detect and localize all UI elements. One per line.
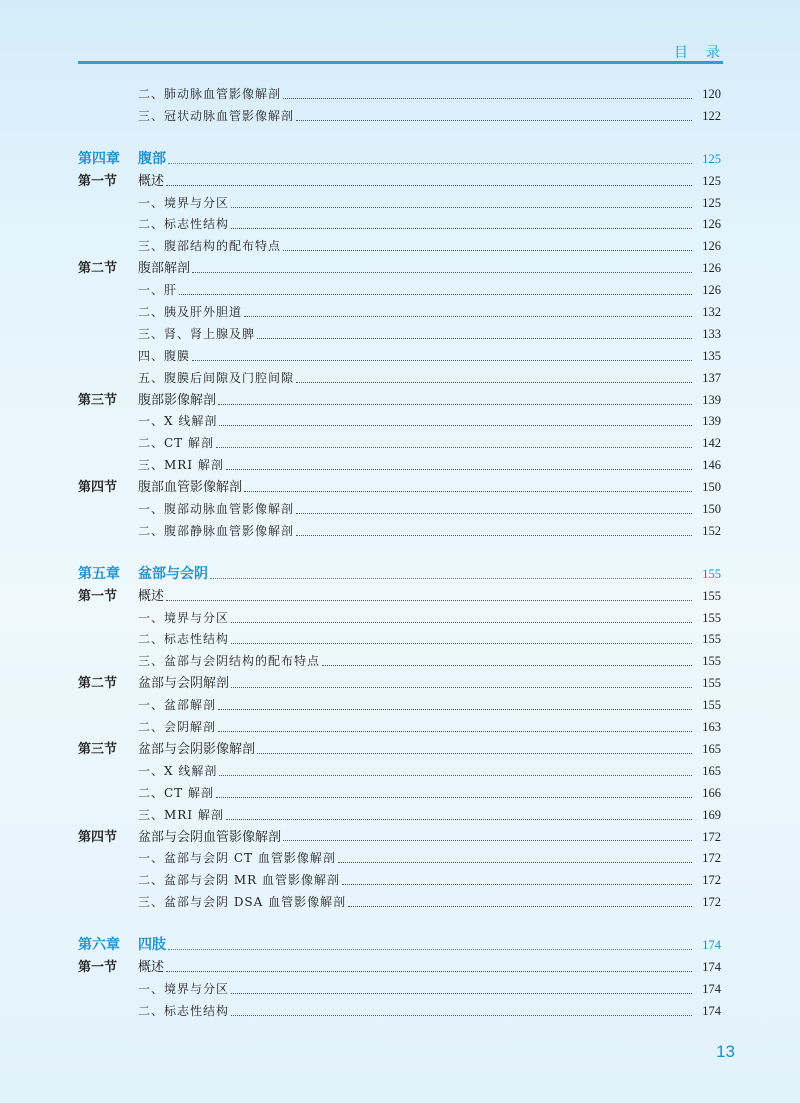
toc-item-row[interactable] (78, 761, 721, 783)
dot-leader (244, 315, 692, 317)
toc-entry-page: 155 (702, 654, 721, 669)
toc-entry-page: 163 (702, 720, 721, 735)
toc-entry-label (138, 805, 224, 827)
dot-leader (192, 359, 692, 361)
toc-entry-page: 122 (702, 108, 721, 123)
toc-entry-page: 132 (702, 305, 721, 320)
toc-entry-label (78, 935, 166, 957)
toc-entry-label (78, 564, 208, 586)
toc-entry-title: 二、CT 解剖 (138, 436, 215, 451)
toc-item-row[interactable] (78, 521, 721, 543)
toc-entry-title: 二、盆部与会阴 MR 血管影像解剖 (138, 873, 340, 888)
toc-entry-page: 169 (702, 807, 721, 822)
toc-entry-page: 155 (702, 566, 721, 581)
dot-leader (218, 403, 692, 405)
toc-entry-label (138, 455, 224, 477)
toc-item-row[interactable] (78, 783, 721, 805)
table-of-contents (78, 84, 721, 1023)
toc-entry-page: 155 (702, 676, 721, 691)
toc-entry-label (138, 695, 216, 717)
toc-entry-label (78, 149, 166, 171)
toc-entry-title: 一、X 线解剖 (138, 763, 218, 778)
toc-entry-page: 165 (702, 741, 721, 756)
dot-leader (166, 184, 692, 186)
toc-item-row[interactable] (78, 1001, 721, 1023)
dot-leader (283, 97, 692, 99)
toc-entry-label (138, 214, 229, 236)
toc-entry-title: 二、标志性结构 (138, 632, 230, 647)
toc-entry-page: 172 (702, 895, 721, 910)
toc-entry-label (138, 411, 217, 433)
toc-item-row[interactable] (78, 870, 721, 892)
toc-chapter-row[interactable] (78, 149, 721, 171)
dot-leader (257, 752, 692, 754)
dot-leader (210, 577, 692, 579)
dot-leader (219, 774, 692, 776)
toc-entry-label (138, 280, 177, 302)
toc-entry-title: 腹部 (138, 150, 166, 167)
toc-entry-page: 125 (702, 195, 721, 210)
toc-entry-title: 二、胰及肝外胆道 (138, 305, 243, 320)
toc-entry-page: 135 (702, 348, 721, 363)
toc-entry-page: 166 (702, 785, 721, 800)
toc-entry-title: 盆部与会阴血管影像解剖 (138, 829, 282, 845)
toc-entry-title: 腹部解剖 (138, 261, 191, 277)
dot-leader (342, 883, 692, 885)
toc-entry-page: 126 (702, 217, 721, 232)
dot-leader (219, 424, 692, 426)
toc-entry-label (78, 586, 164, 608)
toc-entry-page: 125 (702, 151, 721, 166)
toc-entry-label (138, 717, 216, 739)
toc-entry-number: 第四节 (78, 829, 118, 845)
dot-leader (218, 730, 692, 732)
toc-entry-title: 腹部血管影像解剖 (138, 480, 243, 496)
toc-entry-label (138, 193, 229, 215)
toc-entry-title: 腹部影像解剖 (138, 392, 217, 408)
toc-entry-page: 152 (702, 523, 721, 538)
toc-entry-label (138, 499, 294, 521)
toc-entry-title: 三、盆部与会阴结构的配布特点 (138, 654, 321, 669)
dot-leader (231, 206, 692, 208)
toc-entry-label (138, 346, 190, 368)
toc-section-row[interactable] (78, 673, 721, 695)
dot-leader (216, 796, 692, 798)
toc-entry-label (78, 673, 229, 695)
page-number: 13 (716, 1042, 735, 1061)
toc-entry-title: 一、X 线解剖 (138, 414, 218, 429)
toc-entry-title: 盆部与会阴影像解剖 (138, 741, 256, 757)
toc-entry-page: 126 (702, 283, 721, 298)
toc-section-row[interactable] (78, 827, 721, 849)
toc-item-row[interactable] (78, 499, 721, 521)
toc-entry-title: 二、标志性结构 (138, 217, 230, 232)
toc-entry-number: 第一节 (78, 588, 118, 604)
toc-item-row[interactable] (78, 302, 721, 324)
toc-entry-label (138, 368, 294, 390)
toc-entry-number: 第二节 (78, 261, 118, 277)
toc-entry-page: 150 (702, 480, 721, 495)
toc-entry-title: 一、肝 (138, 283, 178, 298)
toc-entry-page: 142 (702, 436, 721, 451)
toc-entry-title: 概述 (138, 959, 165, 975)
toc-entry-label (78, 171, 164, 193)
toc-entry-title: 二、腹部静脉血管影像解剖 (138, 523, 295, 538)
toc-entry-label (78, 477, 242, 499)
dot-leader (192, 271, 692, 273)
toc-entry-label (138, 84, 281, 106)
toc-entry-number: 第一节 (78, 173, 118, 189)
dot-leader (216, 446, 692, 448)
toc-item-row[interactable] (78, 193, 721, 215)
toc-entry-label (138, 979, 229, 1001)
toc-entry-title: 三、肾、肾上腺及脾 (138, 326, 256, 341)
toc-entry-title: 二、CT 解剖 (138, 785, 215, 800)
toc-section-row[interactable] (78, 586, 721, 608)
dot-leader (296, 119, 692, 121)
toc-item-row[interactable] (78, 433, 721, 455)
toc-entry-title: 三、盆部与会阴 DSA 血管影像解剖 (138, 895, 347, 910)
toc-entry-page: 139 (702, 392, 721, 407)
dot-leader (296, 534, 692, 536)
toc-section-row[interactable] (78, 390, 721, 412)
toc-entry-title: 一、境界与分区 (138, 981, 230, 996)
toc-entry-title: 四、腹膜 (138, 348, 191, 363)
toc-entry-title: 二、肺动脉血管影像解剖 (138, 87, 282, 101)
toc-chapter-row[interactable] (78, 935, 721, 957)
toc-entry-title: 五、腹膜后间隙及门腔间隙 (138, 370, 295, 385)
toc-entry-page: 172 (702, 829, 721, 844)
toc-item-row[interactable] (78, 411, 721, 433)
toc-entry-title: 概述 (138, 173, 165, 189)
dot-leader (231, 992, 692, 994)
header-rule (78, 61, 723, 64)
dot-leader (231, 642, 692, 644)
dot-leader (226, 468, 692, 470)
toc-entry-page: 174 (702, 938, 721, 953)
toc-entry-number: 第六章 (78, 937, 120, 954)
toc-entry-page: 133 (702, 326, 721, 341)
dot-leader (231, 686, 692, 688)
toc-entry-page: 165 (702, 763, 721, 778)
dot-leader (231, 227, 692, 229)
toc-entry-title: 一、境界与分区 (138, 610, 230, 625)
toc-entry-page: 172 (702, 873, 721, 888)
dot-leader (168, 162, 692, 164)
toc-item-row[interactable] (78, 629, 721, 651)
toc-entry-label (138, 302, 242, 324)
toc-entry-page: 172 (702, 851, 721, 866)
toc-entry-page: 150 (702, 502, 721, 517)
toc-section-row[interactable] (78, 171, 721, 193)
toc-section-row[interactable] (78, 477, 721, 499)
toc-entry-page: 174 (702, 981, 721, 996)
toc-entry-number: 第四节 (78, 480, 118, 496)
dot-leader (338, 861, 692, 863)
toc-item-row[interactable] (78, 346, 721, 368)
toc-entry-label (138, 521, 294, 543)
toc-entry-title: 一、境界与分区 (138, 195, 230, 210)
dot-leader (283, 839, 692, 841)
toc-entry-page: 174 (702, 1003, 721, 1018)
toc-entry-label (138, 651, 320, 673)
toc-item-row[interactable] (78, 455, 721, 477)
dot-leader (166, 599, 692, 601)
toc-entry-number: 第五章 (78, 565, 120, 582)
toc-item-row[interactable] (78, 892, 721, 914)
toc-entry-number: 第一节 (78, 959, 118, 975)
toc-item-row[interactable] (78, 280, 721, 302)
toc-item-row[interactable] (78, 651, 721, 673)
dot-leader (348, 905, 692, 907)
dot-leader (244, 490, 692, 492)
toc-item-row[interactable] (78, 236, 721, 258)
toc-entry-page: 155 (702, 610, 721, 625)
toc-entry-title: 三、冠状动脉血管影像解剖 (138, 108, 295, 123)
toc-section-row[interactable] (78, 258, 721, 280)
toc-entry-label (138, 236, 281, 258)
toc-entry-page: 155 (702, 698, 721, 713)
toc-item-row[interactable] (78, 848, 721, 870)
toc-entry-label (138, 783, 214, 805)
toc-entry-page: 146 (702, 458, 721, 473)
toc-entry-label (138, 324, 255, 346)
toc-item-row[interactable] (78, 717, 721, 739)
toc-entry-number: 第三节 (78, 741, 118, 757)
toc-entry-label (138, 608, 229, 630)
toc-item-row[interactable] (78, 214, 721, 236)
toc-entry-number: 第三节 (78, 392, 118, 408)
toc-entry-page: 137 (702, 370, 721, 385)
toc-entry-title: 一、盆部解剖 (138, 698, 217, 713)
toc-item-row[interactable] (78, 608, 721, 630)
toc-entry-page: 174 (702, 959, 721, 974)
toc-entry-label (138, 870, 340, 892)
running-header-title: 目录 (674, 45, 738, 61)
dot-leader (257, 337, 692, 339)
toc-entry-page: 155 (702, 588, 721, 603)
toc-item-row[interactable] (78, 695, 721, 717)
toc-entry-page: 125 (702, 173, 721, 188)
toc-entry-label (138, 106, 294, 128)
toc-entry-title: 三、腹部结构的配布特点 (138, 239, 282, 254)
toc-item-row[interactable] (78, 368, 721, 390)
dot-leader (322, 664, 692, 666)
dot-leader (168, 948, 692, 950)
dot-leader (179, 293, 692, 295)
toc-entry-title: 概述 (138, 588, 165, 604)
toc-entry-label (78, 390, 216, 412)
toc-entry-page: 120 (702, 87, 721, 101)
toc-entry-title: 盆部与会阴解剖 (138, 676, 230, 692)
toc-entry-title: 二、会阴解剖 (138, 720, 217, 735)
toc-entry-title: 一、盆部与会阴 CT 血管影像解剖 (138, 851, 336, 866)
toc-entry-label (138, 1001, 229, 1023)
toc-item-row[interactable] (78, 324, 721, 346)
dot-leader (296, 381, 692, 383)
dot-leader (296, 512, 692, 514)
toc-entry-title: 三、MRI 解剖 (138, 458, 224, 473)
toc-entry-title: 二、标志性结构 (138, 1003, 230, 1018)
toc-entry-label (78, 827, 281, 849)
toc-entry-page: 126 (702, 261, 721, 276)
toc-entry-label (78, 739, 255, 761)
toc-entry-title: 一、腹部动脉血管影像解剖 (138, 502, 295, 517)
toc-item-row[interactable] (78, 805, 721, 827)
toc-entry-label (138, 629, 229, 651)
toc-section-row[interactable] (78, 739, 721, 761)
toc-entry-label (78, 258, 190, 280)
toc-entry-label (138, 892, 346, 914)
toc-section-row[interactable] (78, 957, 721, 979)
toc-item-row[interactable] (78, 106, 721, 128)
dot-leader (218, 708, 692, 710)
toc-entry-page: 139 (702, 414, 721, 429)
dot-leader (166, 970, 692, 972)
toc-entry-title: 三、MRI 解剖 (138, 807, 224, 822)
toc-entry-title: 盆部与会阴 (138, 565, 208, 582)
toc-item-row[interactable] (78, 979, 721, 1001)
toc-entry-label (78, 957, 164, 979)
toc-entry-page: 126 (702, 239, 721, 254)
toc-entry-page: 155 (702, 632, 721, 647)
toc-entry-number: 第二节 (78, 676, 118, 692)
dot-leader (231, 1014, 692, 1016)
toc-entry-label (138, 848, 336, 870)
toc-entry-label (138, 433, 214, 455)
toc-chapter-row[interactable] (78, 564, 721, 586)
toc-entry-number: 第四章 (78, 150, 120, 167)
dot-leader (231, 621, 692, 623)
dot-leader (226, 818, 692, 820)
toc-item-row[interactable] (78, 84, 721, 106)
dot-leader (283, 249, 692, 251)
toc-entry-label (138, 761, 217, 783)
toc-entry-title: 四肢 (138, 937, 166, 954)
